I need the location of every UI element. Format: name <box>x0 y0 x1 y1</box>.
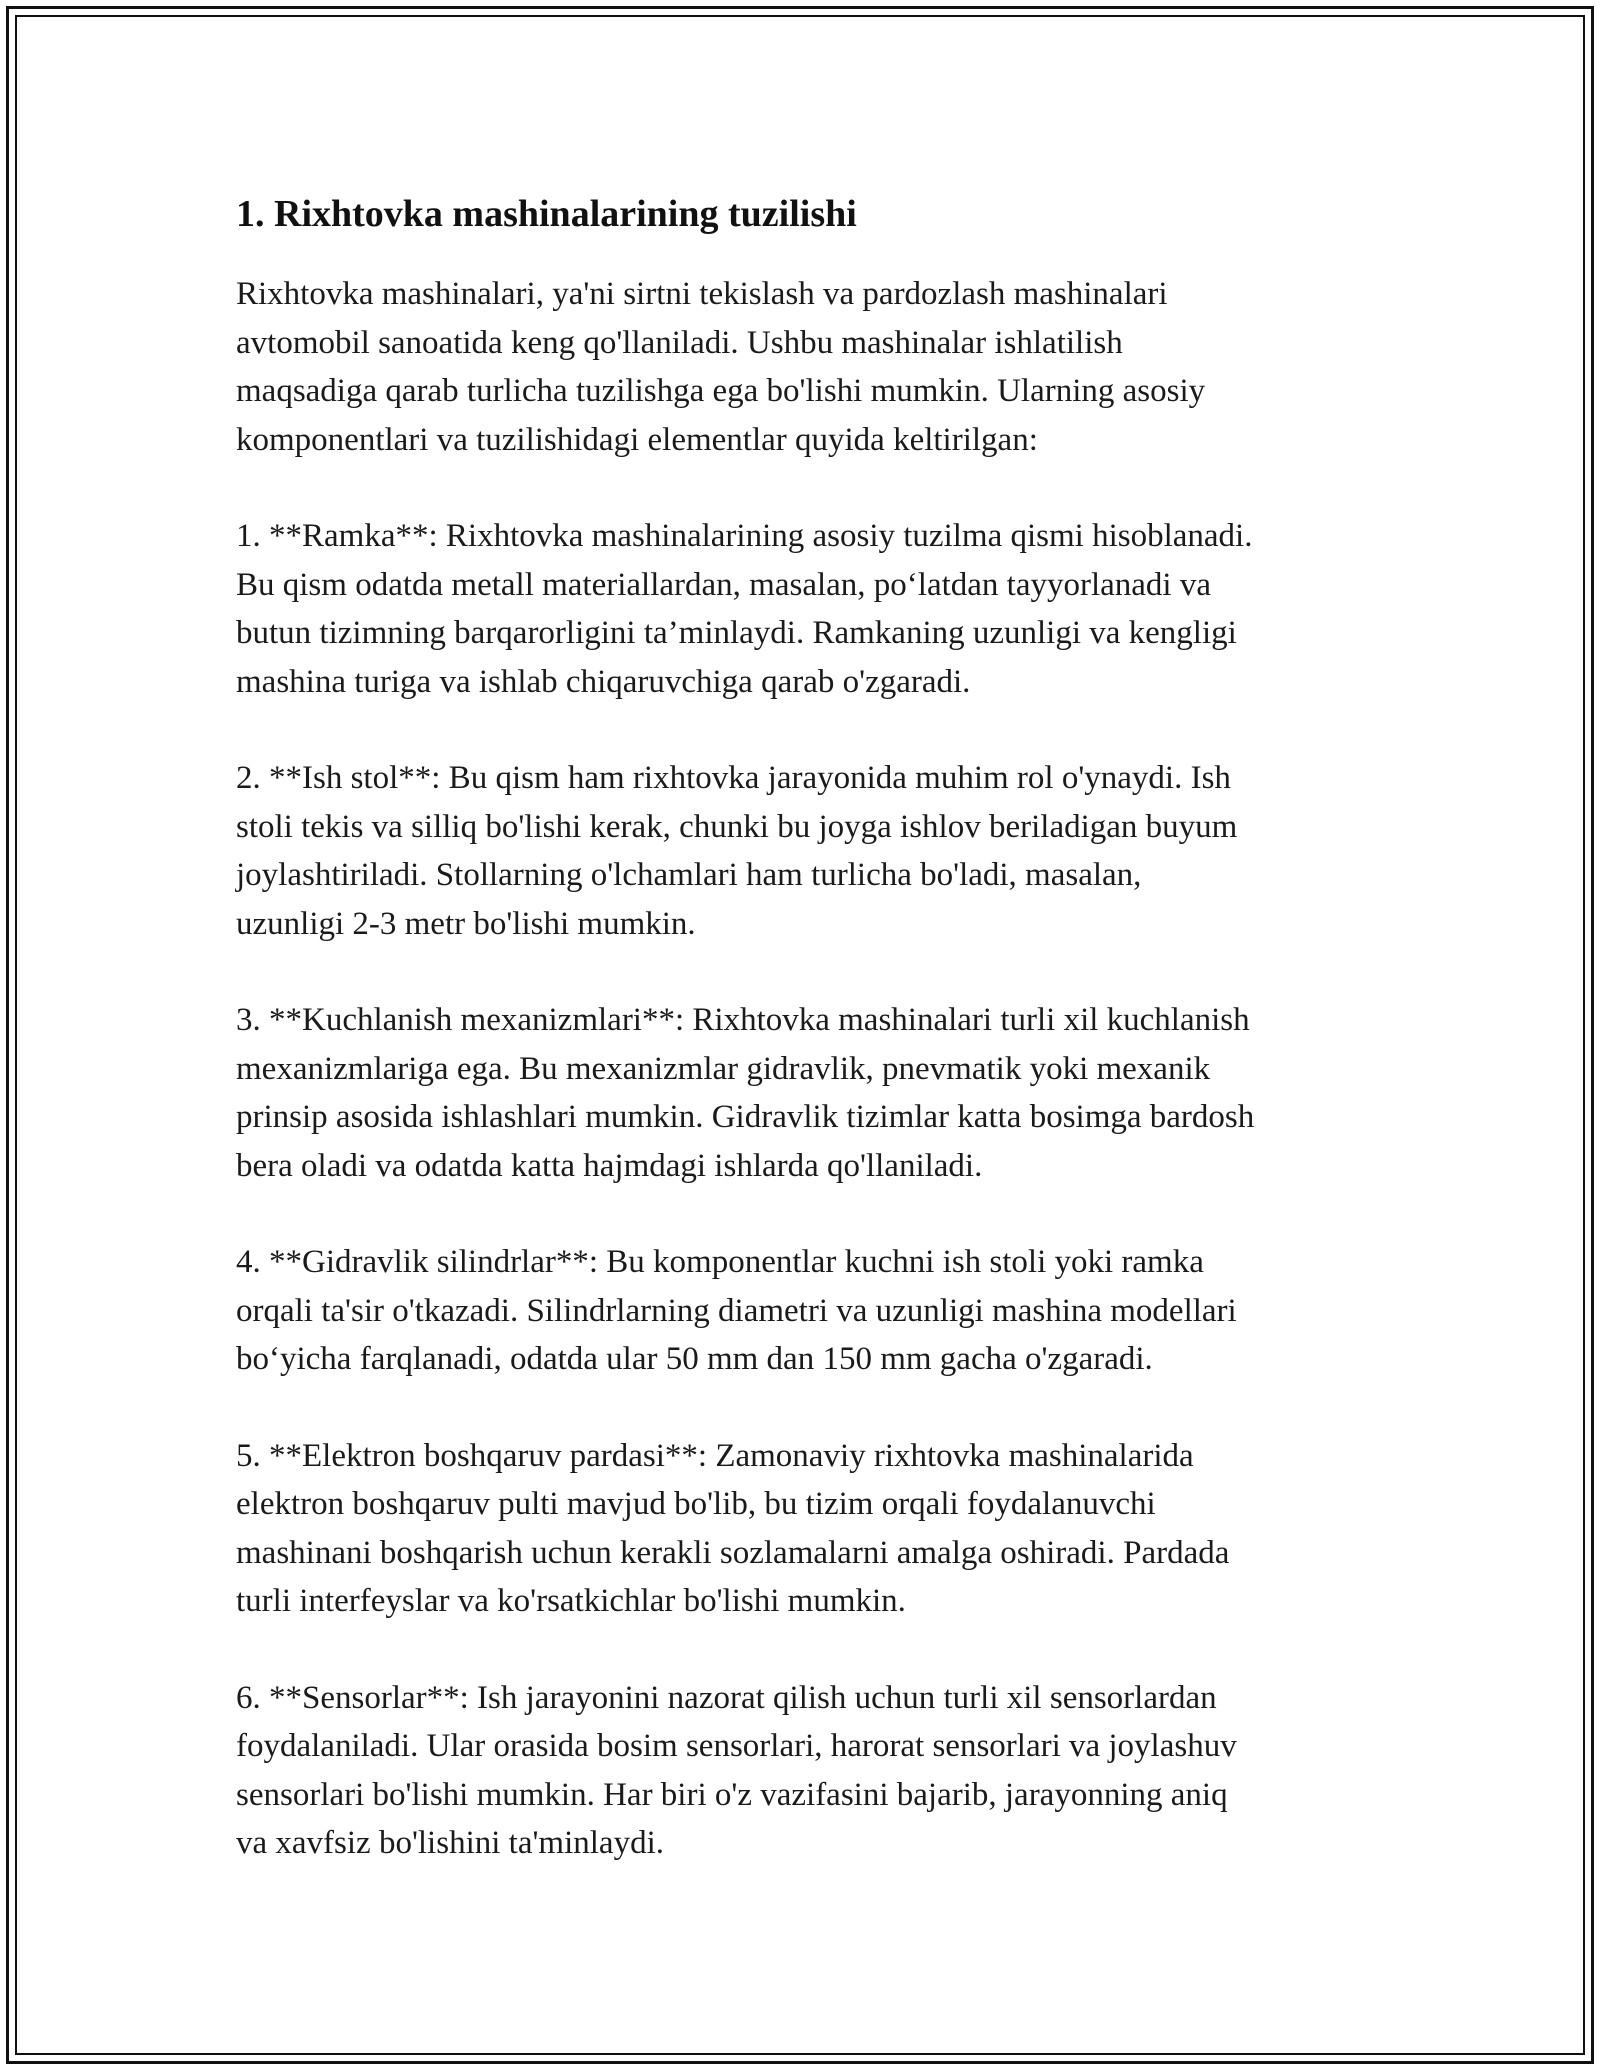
intro-paragraph: Rixhtovka mashinalari, ya'ni sirtni tekislash va pardozlash mashinalari avtomobil sanoatida keng qo'llaniladi. Ushbu mashinalar ishlatilish maqsadiga qarab turlicha tuzilishga ega bo'lishi mumkin. Ularning asosiy komponentlari va tuzilishidagi elementlar quyida keltirilgan: <box>236 276 1206 458</box>
item-ish-stol-paragraph: 2. **Ish stol**: Bu qism ham rixhtovka jarayonida muhim rol o'ynaydi. Ish stoli tekis va silliq bo'lishi kerak, chunki bu joyga ishlov beriladigan buyum joylashtiriladi. Stollarning o'lchamlari ham turlicha bo'ladi, masalan, uzunligi 2-3 metr bo'lishi mumkin. <box>236 760 1238 942</box>
item-sensorlar-paragraph: 6. **Sensorlar**: Ish jarayonini nazorat qilish uchun turli xil sensorlardan foydalaniladi. Ular orasida bosim sensorlari, harorat sensorlari va joylashuv sensorlari bo'lishi mumkin. Har biri o'z vazifasini bajarib, jarayonning aniq va xavfsiz bo'lishini ta'minlaydi. <box>236 1679 1237 1861</box>
item-ramka-paragraph: 1. **Ramka**: Rixhtovka mashinalarining asosiy tuzilma qismi hisoblanadi. Bu qism odatda metall materiallardan, masalan, po‘latdan tayyorlanadi va butun tizimning barqarorligini ta’minlaydi. Ramkaning uzunligi va kengligi mashina turiga va ishlab chiqaruvchiga qarab o'zgaradi. <box>236 518 1253 700</box>
document-body <box>236 186 1376 1916</box>
item-gidravlik-silindrlar-paragraph: 4. **Gidravlik silindrlar**: Bu komponentlar kuchni ish stoli yoki ramka orqali ta'sir o'tkazadi. Silindrlarning diametri va uzunligi mashina modellari bo‘yicha farqlanadi, odatda ular 50 mm dan 150 mm gacha o'zgaradi. <box>236 1244 1237 1377</box>
item-elektron-boshqaruv-paragraph: 5. **Elektron boshqaruv pardasi**: Zamonaviy rixhtovka mashinalarida elektron boshqaruv pulti mavjud bo'lib, bu tizim orqali foydalanuvchi mashinani boshqarish uchun kerakli sozlamalarni amalga oshiradi. Pardada turli interfeyslar va ko'rsatkichlar bo'lishi mumkin. <box>236 1437 1230 1619</box>
item-kuchlanish-paragraph: 3. **Kuchlanish mexanizmlari**: Rixhtovka mashinalari turli xil kuchlanish mexanizmlariga ega. Bu mexanizmlar gidravlik, pnevmatik yoki mexanik prinsip asosida ishlashlari mumkin. Gidravlik tizimlar katta bosimga bardosh bera oladi va odatda katta hajmdagi ishlarda qo'llaniladi. <box>236 1002 1255 1184</box>
section-heading: 1. Rixhtovka mashinalarining tuzilishi <box>236 193 857 235</box>
